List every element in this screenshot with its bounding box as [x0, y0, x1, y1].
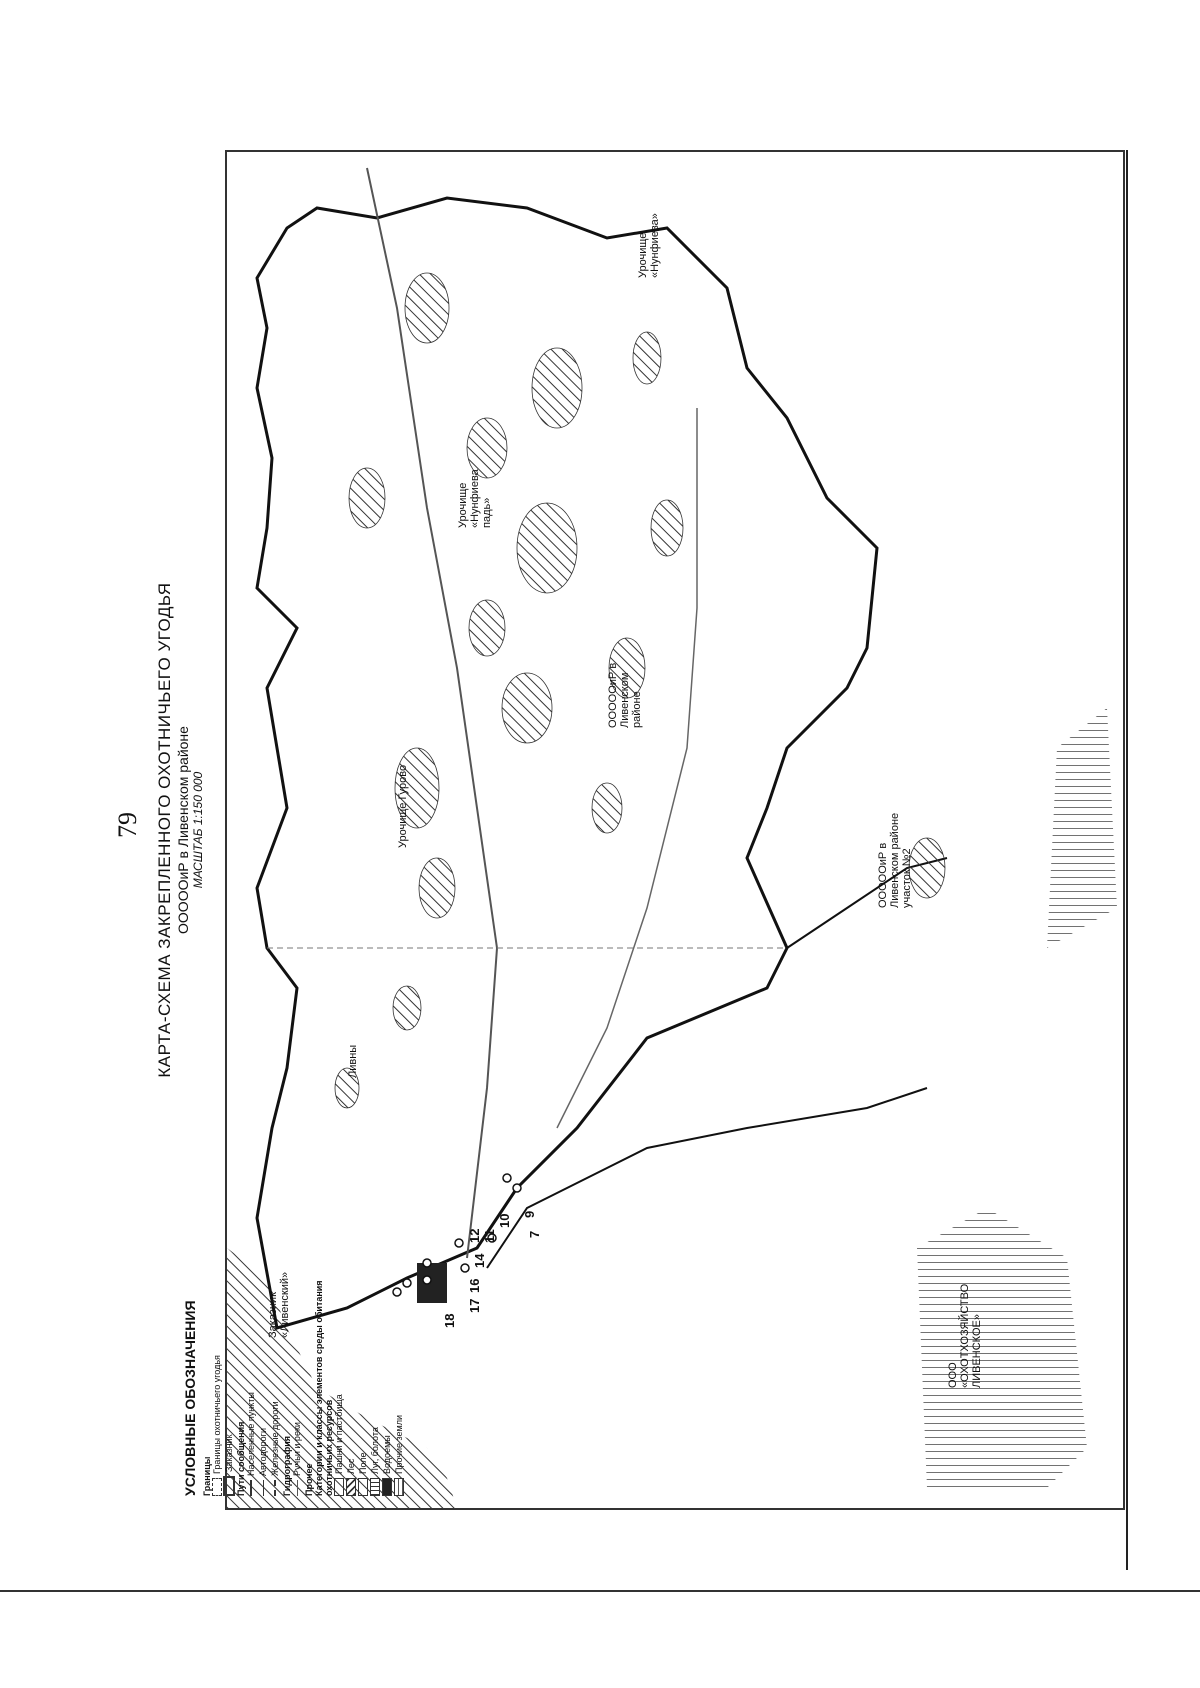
legend-item	[334, 1240, 344, 1496]
legend-swatch	[250, 1480, 252, 1496]
legend-item	[224, 1240, 234, 1496]
label-urochishche-nunfieva-pad: Урочище «Нунфиева падь»	[457, 469, 493, 528]
legend-section-borders: Границы	[202, 1456, 212, 1496]
label-ooooir-uchastok2: ОООООиР в Ливенском районе участок №2	[877, 812, 913, 908]
label-urochishche-nunfieva: Урочище «Нунфиева»	[637, 213, 661, 278]
legend-swatch	[394, 1478, 404, 1496]
legend-item	[382, 1240, 392, 1496]
legend-item-label: Пашни и пастбища	[334, 1394, 344, 1474]
legend-item	[270, 1240, 280, 1496]
frame-border-bottom	[0, 1590, 1200, 1592]
point-number: 12	[467, 1228, 482, 1243]
page-number: 79	[113, 812, 142, 838]
legend	[180, 1240, 404, 1500]
legend-swatch	[370, 1478, 380, 1496]
point-number: 11	[482, 1229, 497, 1243]
legend-swatch	[382, 1478, 392, 1496]
frame-border-right	[1126, 150, 1128, 1570]
legend-rotated	[180, 1240, 1080, 1500]
legend-item-label: Луг, болота	[370, 1427, 380, 1474]
legend-section-hydro: Гидрография	[282, 1435, 292, 1496]
legend-item-label: Заказник	[224, 1434, 234, 1472]
legend-swatch	[274, 1480, 276, 1496]
point-number: 16	[467, 1278, 482, 1293]
label-livny: Ливны	[347, 1044, 359, 1078]
map-title: КАРТА-СХЕМА ЗАКРЕПЛЕННОГО ОХОТНИЧЬЕГО УГОДЬЯ	[155, 582, 174, 1078]
legend-item-label: Лес	[346, 1458, 356, 1474]
legend-item	[394, 1240, 404, 1496]
legend-swatch	[358, 1478, 368, 1496]
label-urochishche-gurovo: Урочище Гурово	[397, 764, 409, 848]
legend-item-label: Железные дороги	[270, 1401, 280, 1476]
point-number: 9	[522, 1210, 537, 1218]
hatched-zone-2	[1047, 708, 1117, 948]
map-scale: МАСШТАБ 1:150 000	[191, 771, 205, 889]
legend-swatch	[223, 1476, 235, 1496]
legend-wrapper	[180, 1240, 1080, 1500]
point-number: 7	[527, 1230, 542, 1238]
point-number: 17	[467, 1298, 482, 1313]
legend-item	[246, 1240, 256, 1496]
legend-title: УСЛОВНЫЕ ОБОЗНАЧЕНИЯ	[182, 1300, 198, 1496]
legend-item	[346, 1240, 356, 1496]
legend-section-roads: Пути сообщения	[236, 1421, 246, 1496]
legend-item-label: Водоемы	[382, 1435, 392, 1474]
legend-item-label: Границы охотничьего угодья	[212, 1355, 222, 1474]
legend-item-label: Ручьи и реки	[292, 1422, 302, 1476]
legend-swatch	[297, 1480, 298, 1496]
legend-section-other: Прочее	[304, 1463, 314, 1496]
point-number: 14	[472, 1253, 487, 1268]
legend-item	[370, 1240, 380, 1496]
legend-item	[258, 1240, 268, 1496]
legend-item	[292, 1240, 302, 1496]
map-subtitle: ОООООиР в Ливенском районе	[175, 726, 191, 934]
legend-section-categories: Категории и классы элементов среды обитания охотничьих ресурсов	[314, 1280, 334, 1496]
legend-swatch	[263, 1480, 264, 1496]
legend-item-label: Прочие земли	[394, 1414, 404, 1474]
legend-item-label: Населенные пункты	[246, 1392, 256, 1476]
point-number: 18	[442, 1313, 457, 1328]
legend-item-label: Автодороги	[258, 1428, 268, 1476]
legend-item-label: Поле	[358, 1452, 368, 1474]
label-ooooir-livenskiy: ОООООиР в Ливенском районе	[607, 662, 643, 728]
legend-swatch	[346, 1478, 356, 1496]
point-number: 10	[497, 1213, 512, 1228]
legend-item	[358, 1240, 368, 1496]
label-zakaznik: Заказник «Ливенский»	[267, 1271, 291, 1338]
legend-item	[212, 1240, 222, 1496]
legend-swatch	[212, 1478, 222, 1496]
label-ooo-okhotkhozyaystvo: ООО «ОХОТХОЗЯЙСТВО ЛИВЕНСКОЕ»	[947, 1283, 983, 1388]
legend-swatch	[334, 1478, 344, 1496]
